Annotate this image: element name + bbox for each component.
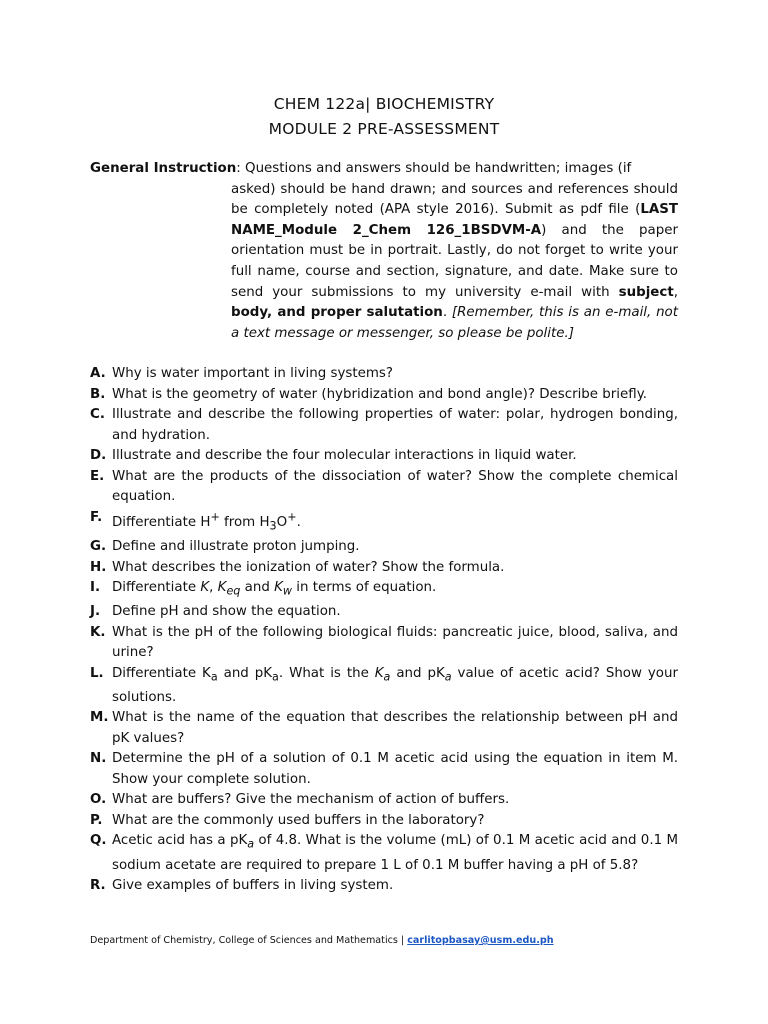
text-run: and pK <box>390 665 445 681</box>
item-letter: R. <box>90 878 106 894</box>
text-run: . What is the <box>278 665 375 681</box>
module-title: MODULE 2 PRE-ASSESSMENT <box>268 120 500 138</box>
question-text: What is the geometry of water (hybridization and bond angle)? Describe briefly. <box>112 386 647 402</box>
list-item <box>90 578 678 602</box>
text-run: , <box>209 580 218 596</box>
instruction-label: General Instruction <box>90 161 237 176</box>
list-item <box>90 364 678 385</box>
question-text <box>112 510 301 533</box>
question-text: What are the products of the dissociation of water? Show the complete chemical equation. <box>112 468 678 504</box>
item-letter: O. <box>90 792 107 808</box>
page-footer <box>90 935 554 946</box>
text-run: in terms of equation. <box>292 580 437 596</box>
text-run: Differentiate <box>112 580 201 596</box>
subscript: a <box>210 670 218 684</box>
text-run: Differentiate K <box>112 665 211 681</box>
text-run: Differentiate H <box>112 514 211 530</box>
question-text: Determine the pH of a solution of 0.1 M acetic acid using the equation in item M. Show your complete solution. <box>112 751 678 787</box>
question-text <box>112 666 678 705</box>
subscript: a <box>272 670 279 684</box>
list-item <box>90 446 678 467</box>
text-run: Acetic acid has a pK <box>112 833 248 849</box>
list-item <box>90 749 678 790</box>
subscript: w <box>282 584 293 598</box>
item-letter: Q. <box>90 833 107 849</box>
email-link[interactable]: carlitopbasay@usm.edu.ph <box>407 935 554 946</box>
course-title: CHEM 122a| BIOCHEMISTRY <box>273 95 495 113</box>
general-instruction <box>90 159 678 344</box>
emphasis-subject: subject <box>618 284 674 300</box>
item-letter: I. <box>90 580 101 596</box>
text-run: and pK <box>217 665 273 681</box>
question-text: What describes the ionization of water? Show the formula. <box>112 559 505 575</box>
instruction-body <box>231 180 678 345</box>
list-item <box>90 831 678 876</box>
text-run: from H <box>219 514 270 530</box>
list-item <box>90 558 678 579</box>
subscript: a <box>383 670 391 684</box>
item-letter: K. <box>90 624 106 640</box>
instruction-first-line <box>90 159 678 180</box>
list-item <box>90 811 678 832</box>
department-name: Department of Chemistry, College of Sciences and Mathematics | <box>90 935 408 946</box>
item-letter: F. <box>90 509 103 525</box>
list-item <box>90 405 678 446</box>
instruction-text-3: ) and the paper orientation must be in portrait. Lastly, do not forget to write your full name, course and section, signature, and date. Make sure to send your submissions to my university e-mail with <box>231 222 678 300</box>
question-text: Illustrate and describe the following properties of water: polar, hydrogen bonding, and hydration. <box>112 407 678 443</box>
list-item <box>90 385 678 406</box>
item-letter: D. <box>90 448 107 463</box>
instruction-text-1: : Questions and answers should be handwritten; images (if <box>236 161 632 176</box>
subscript: eq <box>226 584 241 598</box>
text-run: and <box>240 580 275 596</box>
italic-symbol: K <box>274 580 283 596</box>
question-text <box>112 580 437 598</box>
item-letter: M. <box>90 710 109 726</box>
file-name-format: LAST NAME_Module 2_Chem 126_1BSDVM-A <box>231 202 678 238</box>
item-letter: C. <box>90 407 105 422</box>
list-item <box>90 537 678 558</box>
question-text: What are the commonly used buffers in the laboratory? <box>112 812 485 828</box>
item-letter: H. <box>90 559 107 575</box>
list-item <box>90 664 678 709</box>
list-item <box>90 708 678 749</box>
subscript: 3 <box>269 519 277 533</box>
text-run: of 4.8. What is the volume (mL) of 0.1 M acetic acid and 0.1 M sodium acetate are required to prepare 1 L of 0.1 M buffer having a pH of 5.8? <box>112 833 679 873</box>
list-item <box>90 467 678 508</box>
item-letter: J. <box>90 604 101 620</box>
subscript: a <box>444 670 452 684</box>
list-item <box>90 876 678 897</box>
list-item <box>90 623 678 664</box>
reminder-note: [Remember, this is an e-mail, not a text message or messenger, so please be polite.] <box>231 305 678 341</box>
italic-symbol: K <box>374 665 384 681</box>
text-run: O <box>276 514 288 530</box>
item-letter: B. <box>90 386 106 402</box>
superscript: + <box>210 510 220 524</box>
instruction-text-2: asked) should be hand drawn; and sources and references should be completely noted (APA style 2016). Submit as pdf file ( <box>231 181 678 218</box>
item-letter: N. <box>90 751 107 767</box>
question-text: Why is water important in living systems? <box>112 366 393 381</box>
question-text <box>112 833 678 872</box>
question-text: What is the name of the equation that describes the relationship between pH and pK values? <box>112 710 678 746</box>
question-text: Give examples of buffers in living system. <box>112 878 394 894</box>
question-text: What are buffers? Give the mechanism of action of buffers. <box>112 792 510 808</box>
question-text: Illustrate and describe the four molecular interactions in liquid water. <box>112 448 577 463</box>
emphasis-body-salutation: body, and proper salutation <box>231 305 443 321</box>
text-run: . <box>296 514 301 530</box>
list-item <box>90 602 678 623</box>
italic-symbol: K <box>200 580 210 596</box>
superscript: + <box>287 510 297 524</box>
separator: , <box>673 284 678 300</box>
question-text: Define pH and show the equation. <box>112 604 341 620</box>
item-letter: P. <box>90 812 103 828</box>
question-text: Define and illustrate proton jumping. <box>112 539 360 555</box>
item-letter: G. <box>90 539 107 555</box>
subscript: a <box>247 838 255 852</box>
item-letter: L. <box>90 665 104 681</box>
list-item <box>90 790 678 811</box>
item-letter: E. <box>90 468 105 484</box>
list-item <box>90 508 678 538</box>
separator: . <box>442 305 452 321</box>
question-list <box>90 364 678 897</box>
question-text: What is the pH of the following biological fluids: pancreatic juice, blood, saliva, and urine? <box>112 624 678 661</box>
italic-symbol: K <box>217 580 227 596</box>
text-run: value of acetic acid? Show your solutions. <box>112 665 678 705</box>
item-letter: A. <box>90 366 106 381</box>
